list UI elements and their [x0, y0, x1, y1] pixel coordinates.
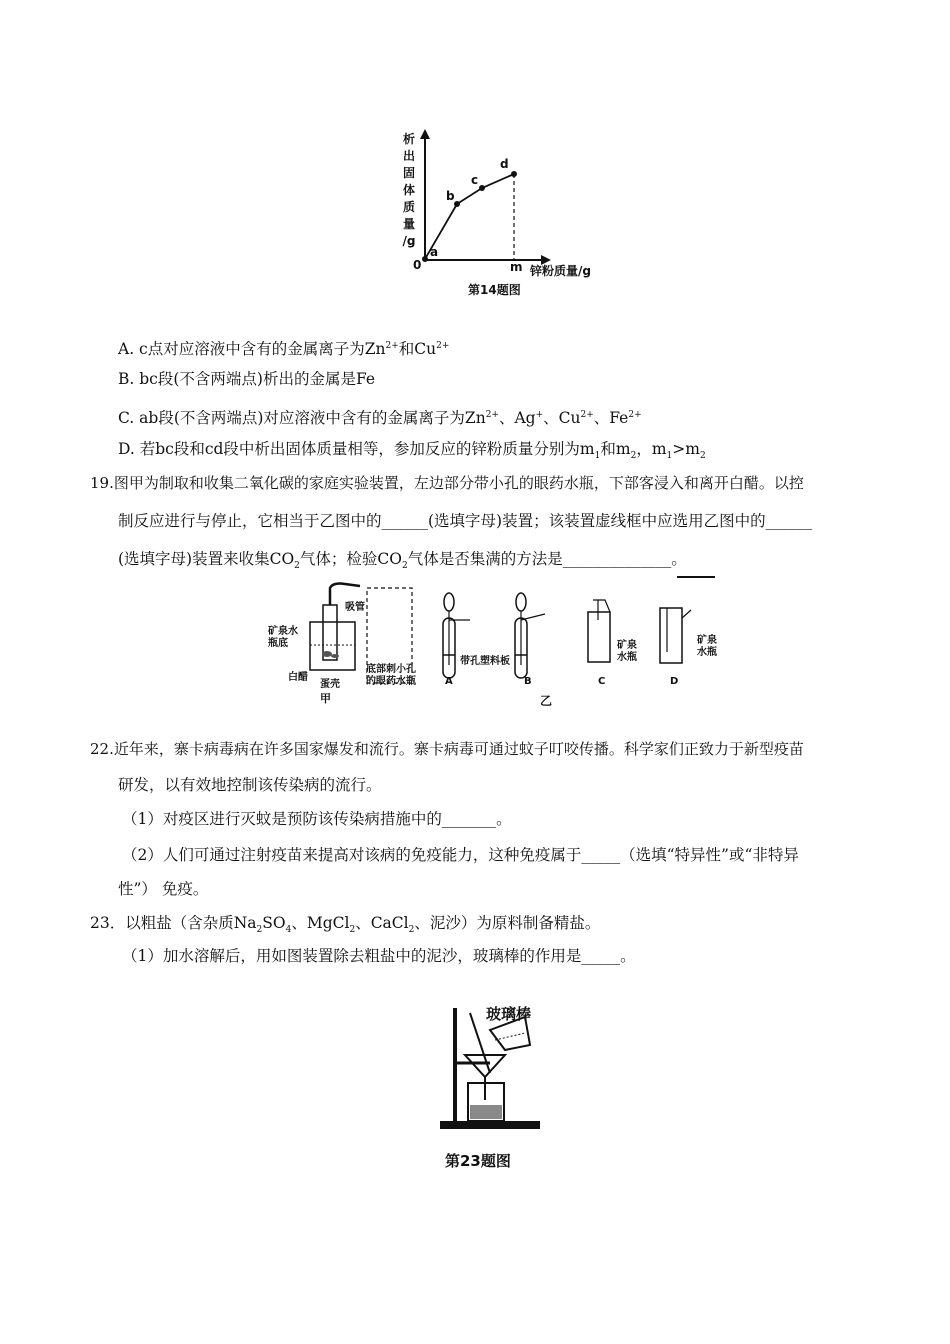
q19-fig-label-vinegar: 白醋 — [288, 672, 308, 683]
q19-fig-label-bottle-c: 矿泉水瓶 — [617, 640, 637, 663]
q18-option-b: B. bc段(不含两端点)析出的金属是Fe — [118, 370, 376, 388]
q19-fig-label-dropper: 底部刺小孔的眼药水瓶 — [366, 664, 416, 687]
q19-fig-label-a: A — [445, 676, 453, 687]
q22-line1: 22.近年来，寨卡病毒病在许多国家爆发和流行。寨卡病毒可通过蚊子叮咬传播。科学家们正致力于新型疫苗 — [90, 740, 804, 758]
q19-fig-label-yi: 乙 — [540, 694, 553, 708]
q23-line1: 23．以粗盐（含杂质$Na_2SO_4$、MgCl$_2$、CaCl$_2$、泥沙）为原料制备精盐。 — [90, 914, 601, 936]
q19-line1: 19.图甲为制取和收集二氧化碳的家庭实验装置，左边部分带小孔的眼药水瓶，下部客浸入和离开白醋。以控 — [90, 474, 804, 492]
fig14-point-d: d — [500, 157, 509, 171]
fig14-ylabel-char: 质 — [402, 200, 415, 214]
q19-fig-label-c: C — [598, 676, 606, 687]
fig14-ylabel-char: 出 — [402, 149, 415, 163]
fig14-point-a: a — [430, 245, 439, 259]
q19-fig-label-d: D — [670, 676, 679, 687]
q19-fig-label-eggshell: 蛋壳 — [320, 679, 340, 690]
fig14-ylabel — [401, 131, 417, 250]
fig14-point-c: c — [471, 173, 479, 187]
fig14-ylabel-char: 析 — [402, 132, 415, 146]
q22-sub2-cont: 性”） 免疫。 — [118, 880, 209, 898]
q19-fig-label-plate: 带孔塑料板 — [460, 656, 510, 667]
fig14-xlabel: 锌粉质量/g — [530, 264, 591, 278]
q19-fig-label-jia: 甲 — [320, 692, 331, 705]
q19-line2: 制反应进行与停止，它相当于乙图中的______(选填字母)装置；该装置虚线框中应选用乙图中的______ — [118, 512, 813, 530]
q18-option-a: A. c点对应溶液中含有的金属离子为$Zn^{2+}$和$Cu^{2+}$ — [118, 340, 450, 359]
stray-rule — [677, 576, 715, 578]
q23-filtration-figure — [430, 1005, 550, 1135]
fig14-m-label: m — [510, 260, 523, 274]
q19-fig-label-straw: 吸管 — [345, 602, 365, 613]
q19-line3: (选填字母)装置来收集$CO_2$气体；检验$CO_2$气体是否集满的方法是______________。 — [118, 550, 687, 572]
fig14-ylabel-char: 量 — [402, 217, 415, 231]
fig14-origin: 0 — [413, 258, 422, 272]
q23-caption: 第23题图 — [445, 1152, 511, 1170]
q18-option-d: D. 若bc段和cd段中析出固体质量相等，参加反应的锌粉质量分别为$m_1$和$m_2$，$m_1>m_2$ — [118, 440, 706, 462]
q23-fig-label-glass-rod: 玻璃棒 — [486, 1005, 532, 1023]
fig14-ylabel-char: 固 — [402, 166, 415, 180]
q18-option-c: C. ab段(不含两端点)对应溶液中含有的金属离子为$Zn^{2+}$、Ag+、$Cu^{2+}$、$Fe^{2+}$ — [118, 409, 642, 428]
fig14-ylabel-char: /g — [402, 234, 416, 248]
fig14-ylabel-char: 体 — [402, 183, 415, 197]
q22-sub2: （2）人们可通过注射疫苗来提高对该病的免疫能力，这种免疫属于_____（选填“特异性”或“非特异 — [122, 846, 799, 864]
q23-sub1: （1）加水溶解后，用如图装置除去粗盐中的泥沙，玻璃棒的作用是_____。 — [122, 947, 636, 965]
q19-fig-label-bottle-d: 矿泉水瓶 — [697, 635, 717, 658]
q19-fig-label-b: B — [524, 676, 532, 687]
fig14-caption: 第14题图 — [468, 283, 521, 297]
q19-fig-label-bottle-bottom: 矿泉水瓶底 — [268, 626, 298, 649]
fig14-point-b: b — [446, 189, 455, 203]
q22-sub1: （1）对疫区进行灭蚊是预防该传染病措施中的_______。 — [122, 810, 512, 828]
q22-line2: 研发，以有效地控制该传染病的流行。 — [118, 776, 382, 794]
